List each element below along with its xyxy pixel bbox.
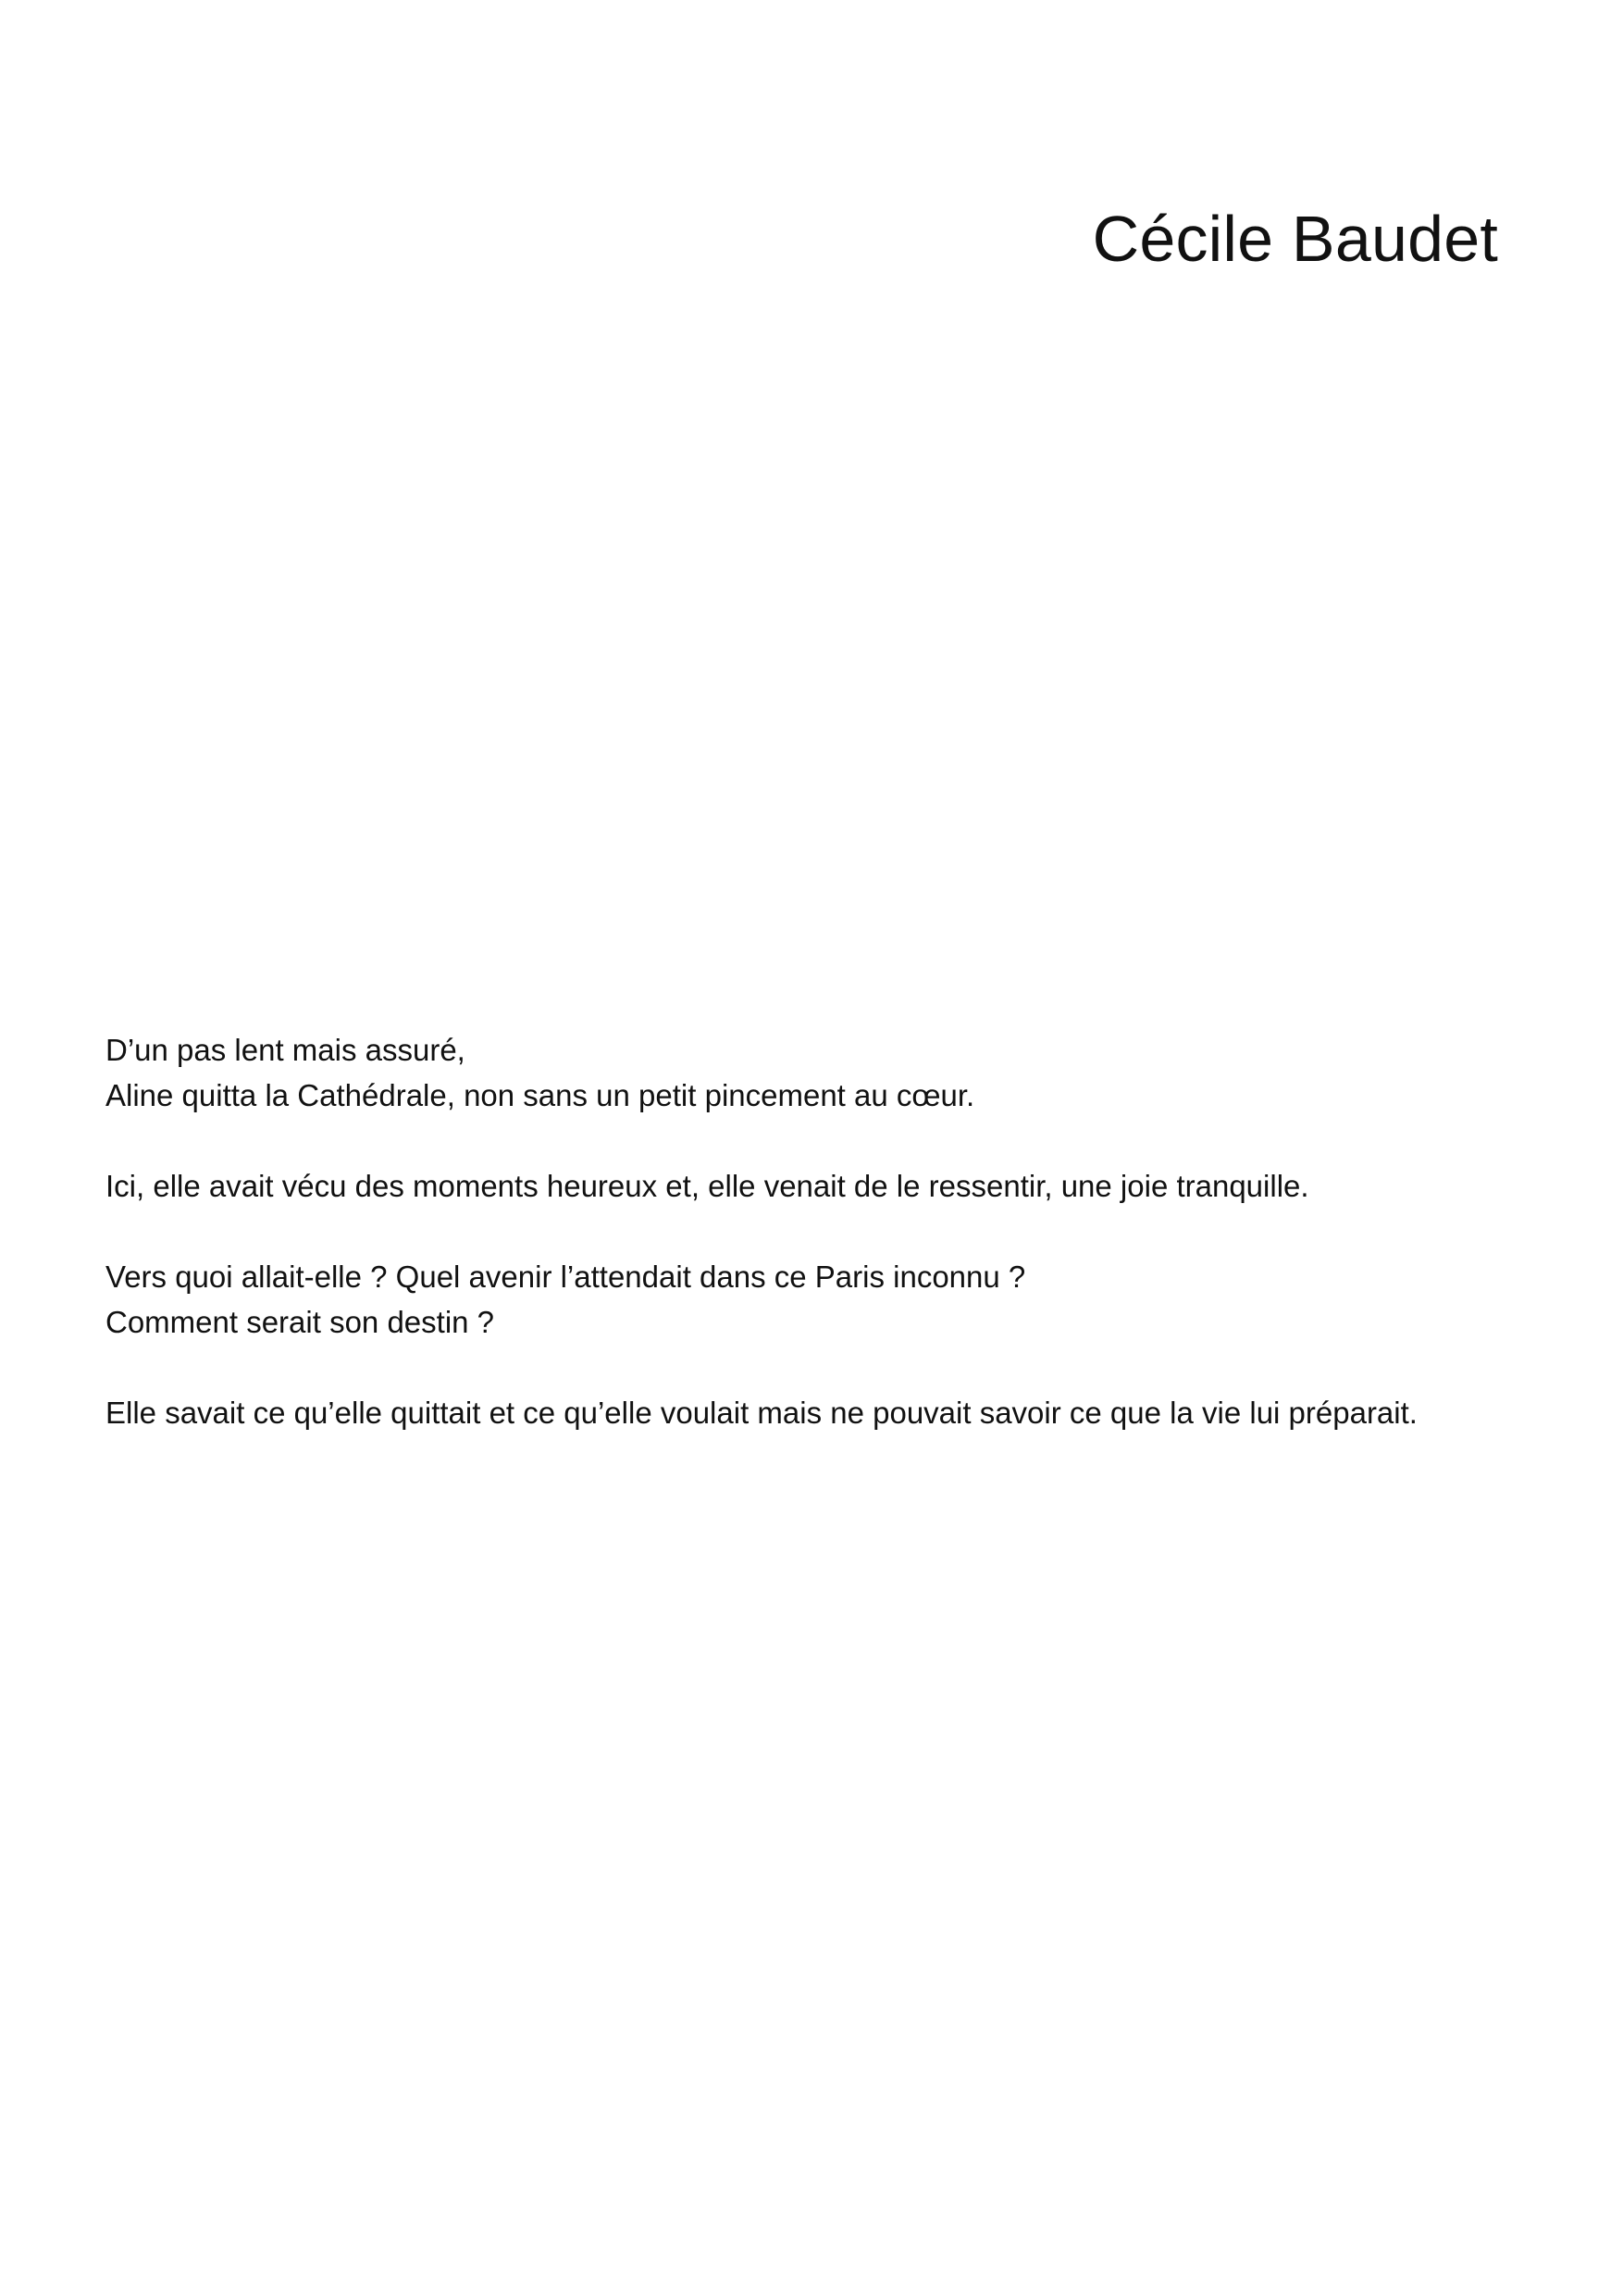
text-line: Elle savait ce qu’elle quittait et ce qu’elle voulait mais ne pouvait savoir ce que la vie lui préparait. [105,1396,1418,1430]
paragraph-4 [105,1390,1586,1435]
author-name: Cécile Baudet [1092,203,1498,275]
paragraph-1 [105,1027,1586,1118]
paragraph-2 [105,1163,1586,1209]
text-line: Comment serait son destin ? [105,1305,495,1339]
body-text [105,1027,1586,1481]
text-line: Aline quitta la Cathédrale, non sans un petit pincement au cœur. [105,1078,975,1112]
text-line: Ici, elle avait vécu des moments heureux et, elle venait de le ressentir, une joie tranquille. [105,1169,1309,1203]
paragraph-3 [105,1254,1586,1345]
text-line: Vers quoi allait-elle ? Quel avenir l’attendait dans ce Paris inconnu ? [105,1260,1026,1294]
text-line: D’un pas lent mais assuré, [105,1033,465,1067]
